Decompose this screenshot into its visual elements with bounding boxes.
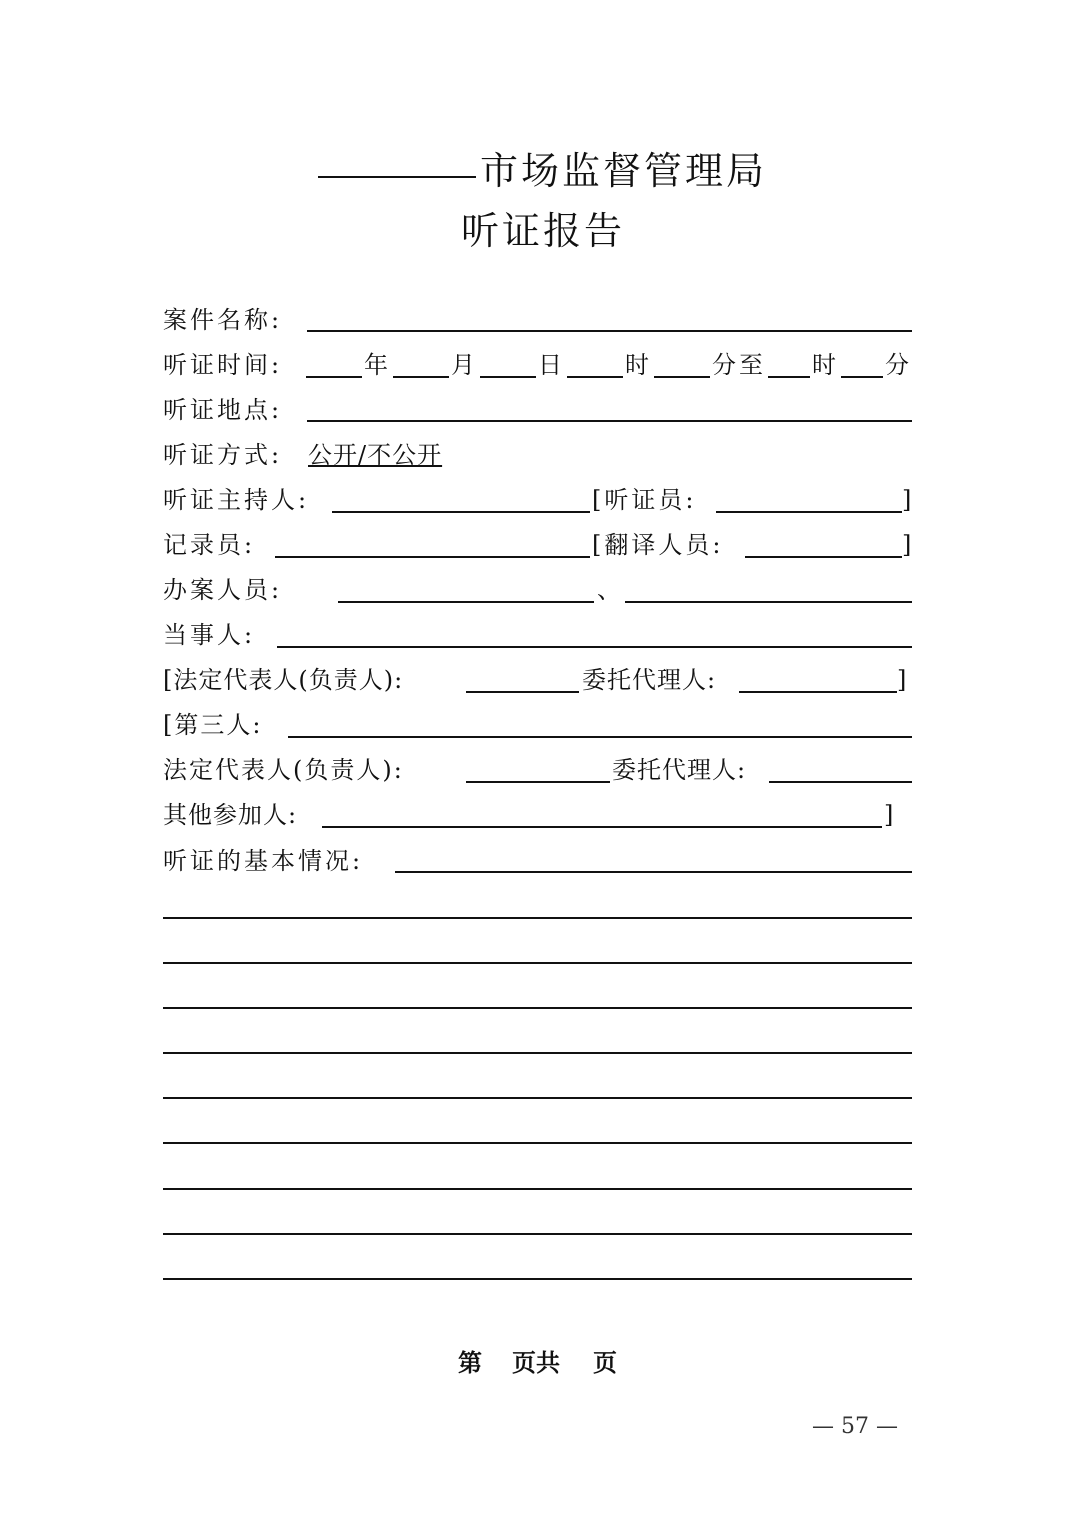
day-unit: 日 [538,351,565,379]
end-hour-unit: 时 [812,351,839,379]
legal-rep-field-2[interactable] [466,781,610,783]
blank-line[interactable] [163,1052,912,1054]
hearing-officer-label: [听证员: [592,486,697,514]
case-handler-2-field[interactable] [625,601,912,603]
blank-line[interactable] [163,1233,912,1235]
party-label: 当事人: [163,621,256,649]
page-indicator-1: 第 [458,1348,482,1377]
case-handlers-separator: 、 [597,576,624,604]
third-party-field[interactable] [288,736,912,738]
month-field[interactable] [393,376,449,378]
basic-situation-label: 听证的基本情况: [163,847,364,875]
end-minute-unit: 分 [885,351,912,379]
translator-field[interactable] [745,556,902,558]
hearing-officer-close-bracket: ] [902,486,912,514]
legal-rep-label-2: 法定代表人(负责人): [163,756,404,784]
hearing-mode-label: 听证方式: [163,441,283,469]
translator-label: [翻译人员: [592,531,724,559]
case-handler-1-field[interactable] [338,601,594,603]
hearing-place-label: 听证地点: [163,396,283,424]
blank-line[interactable] [163,917,912,919]
blank-line[interactable] [163,1007,912,1009]
page-title-agency: 市场监督管理局 [480,149,768,193]
hearing-mode-value[interactable]: 公开/不公开 [308,441,443,469]
agent-field-1[interactable] [739,691,897,693]
host-label: 听证主持人: [163,486,310,514]
year-unit: 年 [364,351,391,379]
hearing-officer-field[interactable] [716,511,902,513]
recorder-label: 记录员: [163,531,256,559]
blank-line[interactable] [163,1188,912,1190]
page-number: — 57 — [812,1414,898,1439]
blank-line[interactable] [163,1142,912,1144]
case-name-field[interactable] [307,330,912,332]
agency-name-blank[interactable] [318,176,476,178]
other-participants-close-bracket: ] [884,801,894,829]
other-participants-field[interactable] [322,826,882,828]
blank-line[interactable] [163,962,912,964]
basic-situation-field[interactable] [395,871,912,873]
hearing-time-label: 听证时间: [163,351,283,379]
page-indicator-3: 页 [593,1348,617,1377]
party-field[interactable] [277,646,912,648]
hour-unit: 时 [625,351,652,379]
blank-line[interactable] [163,1097,912,1099]
hearing-place-field[interactable] [307,420,912,422]
page-indicator-2: 页共 [512,1348,560,1377]
legal-rep-field-1[interactable] [466,691,579,693]
agent-label-1: 委托代理人: [582,666,717,694]
hour-field[interactable] [567,376,623,378]
legal-rep-label-1: [法定代表人(负责人): [163,666,404,694]
third-party-label: [第三人: [163,711,263,739]
month-unit: 月 [451,351,478,379]
page-title-report: 听证报告 [461,209,626,253]
host-field[interactable] [332,511,590,513]
end-hour-field[interactable] [768,376,810,378]
agent-label-2: 委托代理人: [612,756,747,784]
minute-to-unit: 分至 [712,351,766,379]
recorder-field[interactable] [275,556,590,558]
blank-line[interactable] [163,1278,912,1280]
case-name-label: 案件名称: [163,306,283,334]
day-field[interactable] [480,376,536,378]
year-field[interactable] [306,376,362,378]
translator-close-bracket: ] [902,531,912,559]
end-minute-field[interactable] [841,376,883,378]
minute-field[interactable] [654,376,710,378]
case-handlers-label: 办案人员: [163,576,283,604]
agent-field-2[interactable] [769,781,912,783]
other-participants-label: 其他参加人: [163,801,298,829]
agent-1-close-bracket: ] [897,666,907,694]
